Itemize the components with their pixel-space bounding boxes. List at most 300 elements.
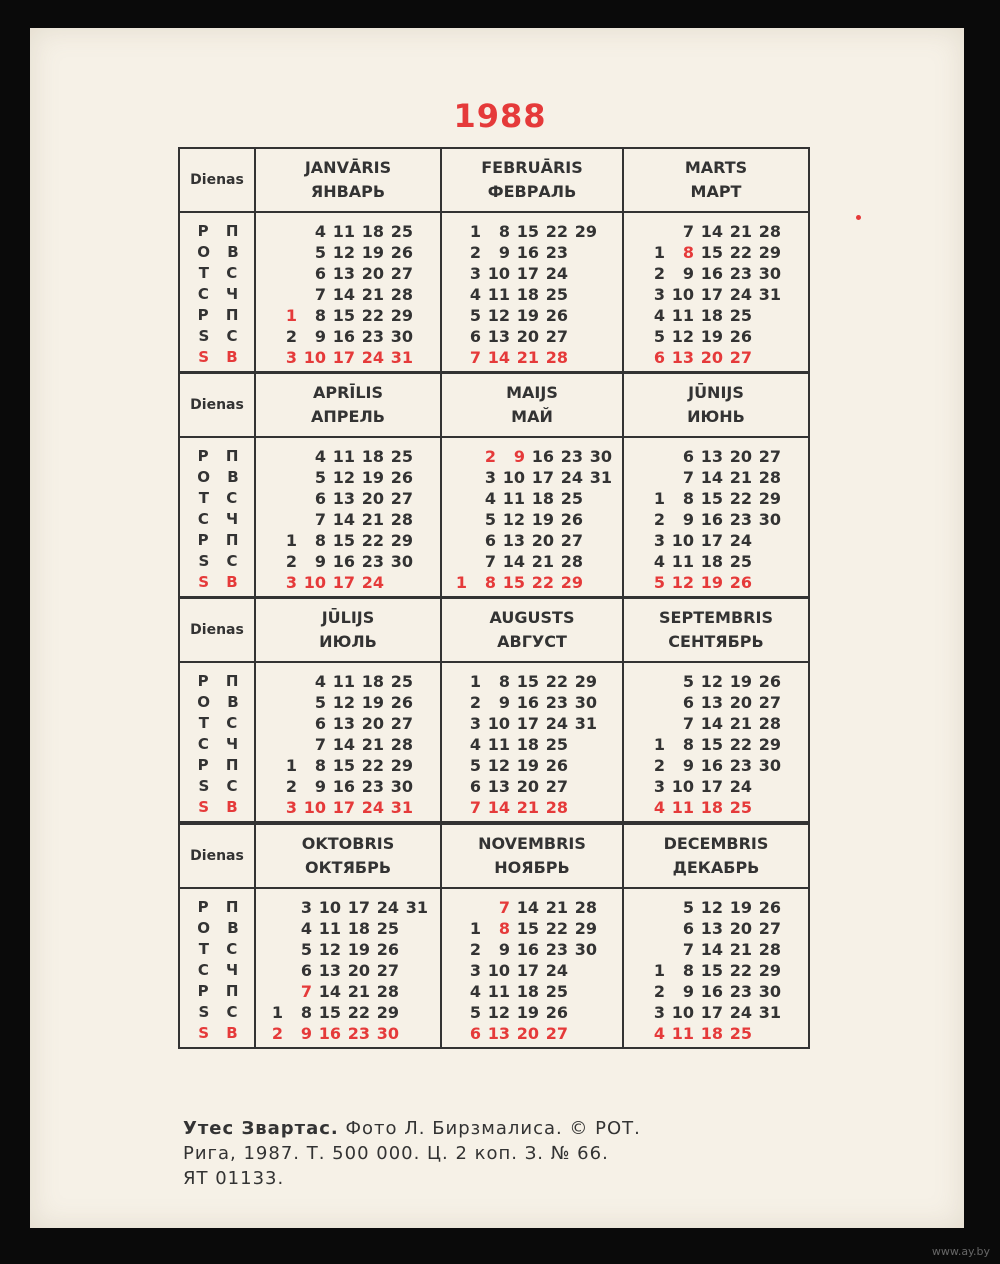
day-number: 3 bbox=[484, 468, 496, 487]
day-number: 22 bbox=[729, 243, 752, 262]
day-number: 10 bbox=[487, 961, 510, 980]
imprint bbox=[183, 1116, 843, 1191]
day-number: 19 bbox=[361, 243, 384, 262]
day-name: С Ч bbox=[197, 510, 245, 528]
photo-title: Утес Звартас. bbox=[183, 1118, 339, 1139]
month-name-ru: МАЙ bbox=[511, 407, 553, 426]
day-number: 21 bbox=[545, 898, 568, 917]
day-number: 4 bbox=[469, 285, 481, 304]
day-number: 4 bbox=[300, 919, 312, 938]
day-number: 15 bbox=[700, 961, 723, 980]
day-number: 24 bbox=[729, 531, 752, 550]
day-number: 7 bbox=[469, 798, 481, 817]
day-number: 6 bbox=[682, 919, 694, 938]
imprint-line-2: Рига, 1987. Т. 500 000. Ц. 2 коп. З. № 66. bbox=[183, 1143, 609, 1164]
day-number: 16 bbox=[700, 510, 723, 529]
day-number: 30 bbox=[574, 693, 597, 712]
day-number: 19 bbox=[700, 327, 723, 346]
day-number: 19 bbox=[729, 672, 752, 691]
day-number: 6 bbox=[469, 1024, 481, 1043]
day-number: 31 bbox=[390, 348, 413, 367]
month-name-lv: MARTS bbox=[684, 158, 748, 177]
day-number: 29 bbox=[758, 489, 781, 508]
day-number: 6 bbox=[314, 714, 326, 733]
month-days bbox=[624, 663, 808, 821]
day-number: 14 bbox=[332, 735, 355, 754]
month-days bbox=[624, 438, 808, 596]
day-number: 23 bbox=[361, 552, 384, 571]
month-header bbox=[442, 374, 624, 436]
month-days bbox=[256, 663, 442, 821]
day-number: 26 bbox=[545, 306, 568, 325]
month-header bbox=[442, 599, 624, 661]
day-number: 18 bbox=[516, 735, 539, 754]
day-number: 18 bbox=[516, 285, 539, 304]
day-number: 12 bbox=[671, 573, 694, 592]
day-number: 29 bbox=[758, 735, 781, 754]
day-number: 31 bbox=[589, 468, 612, 487]
day-number: 14 bbox=[700, 468, 723, 487]
day-number: 11 bbox=[487, 285, 510, 304]
day-number: 5 bbox=[653, 327, 665, 346]
day-number: 3 bbox=[285, 798, 297, 817]
day-number: 3 bbox=[285, 348, 297, 367]
day-number: 25 bbox=[560, 489, 583, 508]
month-name-lv: AUGUSTS bbox=[489, 608, 575, 627]
day-number: 10 bbox=[671, 1003, 694, 1022]
day-name: Р П bbox=[197, 982, 245, 1000]
day-number: 28 bbox=[758, 940, 781, 959]
day-number: 27 bbox=[390, 264, 413, 283]
day-number: 3 bbox=[469, 714, 481, 733]
day-number: 12 bbox=[487, 756, 510, 775]
month-header bbox=[256, 374, 442, 436]
day-number: 1 bbox=[469, 222, 481, 241]
day-number: 18 bbox=[700, 1024, 723, 1043]
month-name-lv: JANVĀRIS bbox=[304, 158, 392, 177]
day-number: 8 bbox=[682, 961, 694, 980]
day-number: 13 bbox=[700, 919, 723, 938]
day-number: 10 bbox=[671, 285, 694, 304]
day-name: Т С bbox=[198, 489, 244, 507]
day-name: О В bbox=[197, 468, 245, 486]
day-number: 12 bbox=[318, 940, 341, 959]
day-number: 13 bbox=[487, 1024, 510, 1043]
day-number: 17 bbox=[700, 531, 723, 550]
day-number: 5 bbox=[682, 898, 694, 917]
day-number: 1 bbox=[285, 531, 297, 550]
day-number: 15 bbox=[318, 1003, 341, 1022]
day-number: 27 bbox=[560, 531, 583, 550]
day-number: 21 bbox=[729, 940, 752, 959]
day-number: 20 bbox=[516, 327, 539, 346]
day-number: 18 bbox=[361, 447, 384, 466]
day-number: 30 bbox=[390, 552, 413, 571]
day-number: 6 bbox=[653, 348, 665, 367]
day-number: 12 bbox=[671, 327, 694, 346]
day-number: 14 bbox=[700, 714, 723, 733]
day-number: 7 bbox=[498, 898, 510, 917]
day-number: 20 bbox=[361, 714, 384, 733]
month-name-lv: JŪLIJS bbox=[321, 608, 375, 627]
day-number: 27 bbox=[545, 1024, 568, 1043]
day-number: 11 bbox=[318, 919, 341, 938]
day-number: 27 bbox=[376, 961, 399, 980]
day-number: 5 bbox=[314, 243, 326, 262]
day-number: 20 bbox=[347, 961, 370, 980]
day-number: 30 bbox=[376, 1024, 399, 1043]
day-number: 19 bbox=[361, 468, 384, 487]
watermark-text: www.ay.by bbox=[931, 1245, 990, 1258]
day-number: 10 bbox=[303, 573, 326, 592]
month-name-ru: ИЮЛЬ bbox=[319, 632, 377, 651]
day-number: 14 bbox=[516, 898, 539, 917]
day-number: 31 bbox=[758, 1003, 781, 1022]
day-names-column bbox=[180, 213, 256, 371]
quarter-header bbox=[180, 825, 808, 889]
day-number: 27 bbox=[545, 327, 568, 346]
month-days bbox=[442, 213, 624, 371]
day-number: 6 bbox=[484, 531, 496, 550]
day-number: 9 bbox=[314, 327, 326, 346]
day-number: 18 bbox=[361, 672, 384, 691]
day-number: 28 bbox=[376, 982, 399, 1001]
quarter-body bbox=[180, 213, 808, 371]
day-names-column bbox=[180, 889, 256, 1047]
day-number: 10 bbox=[487, 714, 510, 733]
day-number: 2 bbox=[285, 777, 297, 796]
day-number: 14 bbox=[332, 285, 355, 304]
day-number: 19 bbox=[700, 573, 723, 592]
day-number: 3 bbox=[653, 777, 665, 796]
day-number: 17 bbox=[516, 264, 539, 283]
quarter-body bbox=[180, 889, 808, 1047]
day-number: 29 bbox=[390, 531, 413, 550]
day-number: 17 bbox=[700, 285, 723, 304]
month-name-ru: ЯНВАРЬ bbox=[310, 182, 386, 201]
month-days bbox=[442, 889, 624, 1047]
day-number: 23 bbox=[545, 693, 568, 712]
day-number: 11 bbox=[671, 306, 694, 325]
day-name: Р П bbox=[197, 531, 245, 549]
day-number: 8 bbox=[682, 489, 694, 508]
dienas-label: Dienas bbox=[180, 599, 256, 661]
month-days bbox=[442, 663, 624, 821]
day-number: 21 bbox=[516, 348, 539, 367]
day-number: 2 bbox=[285, 327, 297, 346]
day-number: 29 bbox=[390, 306, 413, 325]
month-name-ru: ФЕВРАЛЬ bbox=[487, 182, 577, 201]
day-number: 6 bbox=[314, 489, 326, 508]
day-number: 5 bbox=[469, 756, 481, 775]
day-number: 28 bbox=[574, 898, 597, 917]
quarter-body bbox=[180, 438, 808, 596]
day-number: 13 bbox=[487, 777, 510, 796]
day-number: 17 bbox=[332, 573, 355, 592]
month-name-lv: SEPTEMBRIS bbox=[659, 608, 773, 627]
day-number: 15 bbox=[516, 222, 539, 241]
day-number: 15 bbox=[332, 531, 355, 550]
day-number: 12 bbox=[487, 1003, 510, 1022]
day-number: 20 bbox=[700, 348, 723, 367]
day-number: 18 bbox=[347, 919, 370, 938]
day-number: 12 bbox=[332, 243, 355, 262]
day-number: 14 bbox=[700, 940, 723, 959]
day-number: 24 bbox=[361, 348, 384, 367]
day-name: Р П bbox=[197, 447, 245, 465]
month-days bbox=[624, 889, 808, 1047]
day-name: Р П bbox=[197, 672, 245, 690]
day-number: 6 bbox=[682, 447, 694, 466]
day-number: 19 bbox=[361, 693, 384, 712]
day-number: 13 bbox=[318, 961, 341, 980]
day-number: 16 bbox=[700, 756, 723, 775]
imprint-line-3: ЯТ 01133. bbox=[183, 1168, 285, 1189]
day-number: 18 bbox=[531, 489, 554, 508]
day-number: 1 bbox=[653, 961, 665, 980]
day-number: 28 bbox=[758, 222, 781, 241]
day-number: 19 bbox=[531, 510, 554, 529]
day-number: 14 bbox=[502, 552, 525, 571]
day-number: 18 bbox=[361, 222, 384, 241]
day-number: 23 bbox=[729, 756, 752, 775]
month-header bbox=[624, 599, 808, 661]
day-number: 23 bbox=[361, 777, 384, 796]
day-number: 30 bbox=[758, 982, 781, 1001]
month-days bbox=[256, 213, 442, 371]
day-number: 22 bbox=[361, 756, 384, 775]
month-days bbox=[256, 438, 442, 596]
day-number: 22 bbox=[347, 1003, 370, 1022]
day-number: 22 bbox=[545, 222, 568, 241]
month-header bbox=[256, 599, 442, 661]
day-number: 23 bbox=[729, 264, 752, 283]
day-number: 10 bbox=[671, 777, 694, 796]
day-number: 6 bbox=[314, 264, 326, 283]
day-number: 17 bbox=[516, 714, 539, 733]
day-number: 27 bbox=[390, 714, 413, 733]
day-number: 24 bbox=[361, 573, 384, 592]
day-number: 26 bbox=[390, 468, 413, 487]
day-number: 1 bbox=[653, 243, 665, 262]
day-number: 23 bbox=[729, 982, 752, 1001]
day-number: 8 bbox=[314, 756, 326, 775]
day-number: 13 bbox=[502, 531, 525, 550]
day-name: Р П bbox=[197, 898, 245, 916]
day-number: 5 bbox=[469, 306, 481, 325]
month-name-ru: ДЕКАБРЬ bbox=[672, 858, 760, 877]
day-number: 10 bbox=[671, 531, 694, 550]
day-number: 2 bbox=[285, 552, 297, 571]
day-number: 7 bbox=[300, 982, 312, 1001]
day-number: 21 bbox=[531, 552, 554, 571]
day-number: 4 bbox=[314, 222, 326, 241]
day-number: 21 bbox=[729, 468, 752, 487]
month-name-lv: FEBRUĀRIS bbox=[481, 158, 583, 177]
day-number: 11 bbox=[671, 1024, 694, 1043]
day-number: 8 bbox=[484, 573, 496, 592]
day-number: 24 bbox=[729, 777, 752, 796]
day-number: 31 bbox=[390, 798, 413, 817]
day-number: 20 bbox=[516, 1024, 539, 1043]
day-number: 25 bbox=[545, 735, 568, 754]
day-number: 14 bbox=[487, 798, 510, 817]
day-number: 20 bbox=[729, 693, 752, 712]
day-number: 29 bbox=[376, 1003, 399, 1022]
day-number: 21 bbox=[361, 285, 384, 304]
day-number: 1 bbox=[271, 1003, 283, 1022]
day-number: 26 bbox=[390, 243, 413, 262]
day-number: 7 bbox=[682, 940, 694, 959]
day-number: 18 bbox=[700, 798, 723, 817]
day-number: 18 bbox=[700, 306, 723, 325]
day-number: 22 bbox=[361, 306, 384, 325]
day-name: С Ч bbox=[197, 961, 245, 979]
day-number: 8 bbox=[498, 919, 510, 938]
day-number: 5 bbox=[484, 510, 496, 529]
day-number: 2 bbox=[653, 982, 665, 1001]
day-number: 22 bbox=[729, 735, 752, 754]
day-number: 9 bbox=[682, 264, 694, 283]
day-name: Р П bbox=[197, 222, 245, 240]
day-number: 8 bbox=[498, 222, 510, 241]
month-header bbox=[256, 825, 442, 887]
day-number: 8 bbox=[498, 672, 510, 691]
month-name-ru: АПРЕЛЬ bbox=[311, 407, 385, 426]
day-number: 16 bbox=[516, 693, 539, 712]
day-number: 9 bbox=[314, 777, 326, 796]
day-number: 28 bbox=[545, 348, 568, 367]
day-number: 8 bbox=[300, 1003, 312, 1022]
day-number: 30 bbox=[758, 756, 781, 775]
month-name-lv: JŪNIJS bbox=[688, 383, 744, 402]
day-number: 13 bbox=[332, 714, 355, 733]
day-number: 17 bbox=[700, 777, 723, 796]
day-number: 29 bbox=[758, 243, 781, 262]
day-number: 31 bbox=[758, 285, 781, 304]
day-number: 6 bbox=[469, 327, 481, 346]
day-name: S В bbox=[198, 1024, 244, 1042]
day-number: 31 bbox=[405, 898, 428, 917]
day-number: 28 bbox=[390, 510, 413, 529]
day-number: 17 bbox=[347, 898, 370, 917]
day-number: 21 bbox=[347, 982, 370, 1001]
day-number: 14 bbox=[318, 982, 341, 1001]
day-number: 15 bbox=[700, 735, 723, 754]
day-number: 7 bbox=[484, 552, 496, 571]
day-number: 5 bbox=[314, 693, 326, 712]
day-number: 7 bbox=[314, 735, 326, 754]
day-number: 17 bbox=[332, 798, 355, 817]
day-number: 9 bbox=[682, 510, 694, 529]
day-number: 23 bbox=[545, 940, 568, 959]
day-number: 28 bbox=[758, 468, 781, 487]
imprint-line-1 bbox=[183, 1116, 843, 1141]
day-number: 31 bbox=[574, 714, 597, 733]
day-number: 12 bbox=[332, 468, 355, 487]
day-number: 1 bbox=[285, 306, 297, 325]
day-number: 26 bbox=[729, 573, 752, 592]
day-number: 30 bbox=[758, 264, 781, 283]
dienas-label: Dienas bbox=[180, 149, 256, 211]
day-number: 3 bbox=[285, 573, 297, 592]
day-names-column bbox=[180, 438, 256, 596]
day-number: 16 bbox=[318, 1024, 341, 1043]
day-number: 25 bbox=[545, 285, 568, 304]
day-number: 16 bbox=[700, 264, 723, 283]
day-number: 19 bbox=[516, 1003, 539, 1022]
day-number: 16 bbox=[516, 940, 539, 959]
day-number: 7 bbox=[682, 222, 694, 241]
quarter-block bbox=[178, 597, 810, 823]
day-number: 2 bbox=[469, 243, 481, 262]
day-number: 28 bbox=[560, 552, 583, 571]
day-number: 4 bbox=[469, 982, 481, 1001]
day-number: 24 bbox=[545, 714, 568, 733]
day-number: 7 bbox=[469, 348, 481, 367]
day-number: 1 bbox=[455, 573, 467, 592]
day-name: S В bbox=[198, 798, 244, 816]
day-number: 11 bbox=[671, 552, 694, 571]
day-number: 15 bbox=[332, 306, 355, 325]
day-number: 8 bbox=[314, 531, 326, 550]
day-number: 30 bbox=[758, 510, 781, 529]
day-number: 16 bbox=[332, 327, 355, 346]
day-number: 25 bbox=[390, 672, 413, 691]
day-number: 14 bbox=[487, 348, 510, 367]
day-number: 26 bbox=[545, 1003, 568, 1022]
day-number: 30 bbox=[390, 777, 413, 796]
day-number: 22 bbox=[545, 919, 568, 938]
day-number: 9 bbox=[314, 552, 326, 571]
day-number: 9 bbox=[300, 1024, 312, 1043]
day-number: 28 bbox=[545, 798, 568, 817]
day-number: 25 bbox=[729, 306, 752, 325]
day-name: О В bbox=[197, 919, 245, 937]
day-number: 29 bbox=[574, 919, 597, 938]
day-number: 4 bbox=[314, 447, 326, 466]
day-number: 12 bbox=[487, 306, 510, 325]
day-number: 27 bbox=[758, 447, 781, 466]
day-number: 20 bbox=[729, 447, 752, 466]
day-number: 10 bbox=[303, 798, 326, 817]
day-number: 8 bbox=[682, 735, 694, 754]
day-number: 1 bbox=[285, 756, 297, 775]
day-number: 19 bbox=[347, 940, 370, 959]
day-number: 19 bbox=[516, 756, 539, 775]
day-number: 5 bbox=[314, 468, 326, 487]
day-number: 9 bbox=[498, 940, 510, 959]
day-number: 14 bbox=[332, 510, 355, 529]
day-name: S С bbox=[198, 552, 244, 570]
day-name: Т С bbox=[198, 264, 244, 282]
month-header bbox=[624, 149, 808, 211]
day-number: 17 bbox=[700, 1003, 723, 1022]
day-number: 13 bbox=[332, 264, 355, 283]
day-number: 11 bbox=[487, 982, 510, 1001]
day-number: 17 bbox=[531, 468, 554, 487]
day-number: 3 bbox=[653, 531, 665, 550]
day-number: 25 bbox=[376, 919, 399, 938]
month-name-ru: СЕНТЯБРЬ bbox=[668, 632, 764, 651]
day-name: S С bbox=[198, 1003, 244, 1021]
day-number: 1 bbox=[653, 489, 665, 508]
day-number: 2 bbox=[653, 756, 665, 775]
day-number: 28 bbox=[758, 714, 781, 733]
month-name-ru: ОКТЯБРЬ bbox=[304, 858, 392, 877]
day-number: 7 bbox=[314, 285, 326, 304]
dienas-label: Dienas bbox=[180, 374, 256, 436]
